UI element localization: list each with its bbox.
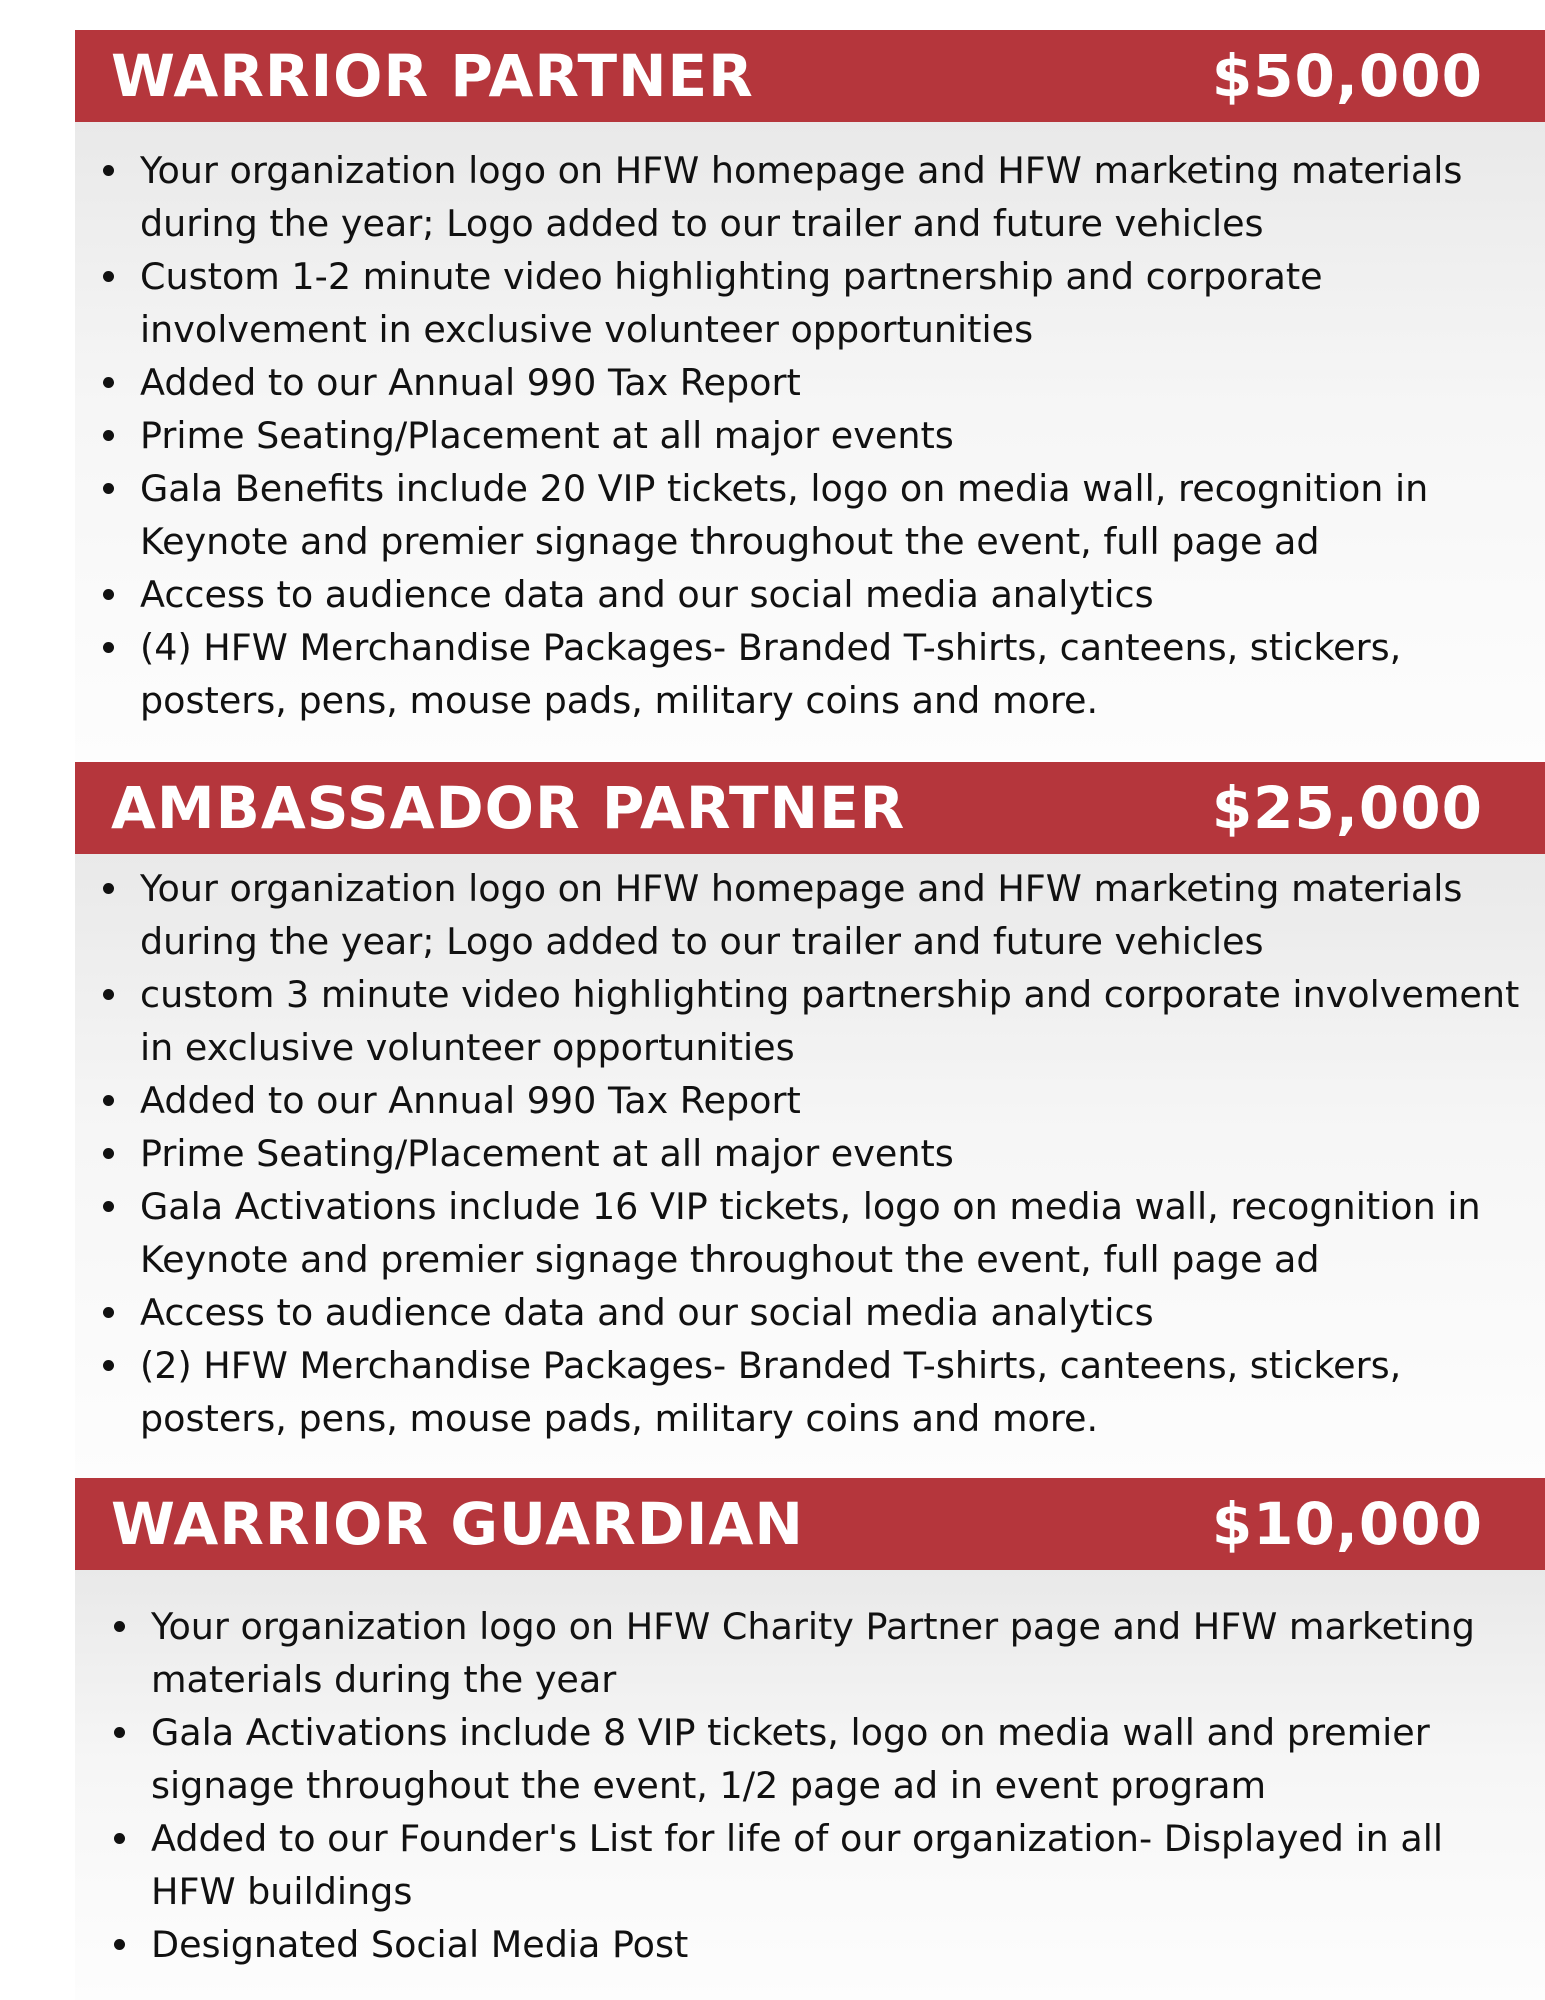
benefit-item (75, 1180, 1545, 1286)
benefits-list (75, 862, 1545, 1445)
benefit-text: Access to audience data and our social media analytics (140, 1291, 1154, 1334)
benefit-text: Custom 1-2 minute video highlighting partnership and corporate involvement in exclusive volunteer opportunities (140, 255, 1323, 351)
benefit-text: Prime Seating/Placement at all major events (140, 1132, 954, 1175)
benefit-item (75, 356, 1545, 409)
benefit-text: Gala Activations include 8 VIP tickets, logo on media wall and premier signage throughout the event, 1/2 page ad in event program (151, 1711, 1430, 1807)
bullet-icon (103, 430, 114, 441)
benefit-item (75, 1074, 1545, 1127)
benefit-item (75, 409, 1545, 462)
benefit-item (75, 621, 1545, 727)
benefit-text: Designated Social Media Post (151, 1923, 689, 1966)
benefit-text: Added to our Annual 990 Tax Report (140, 1079, 801, 1122)
bullet-icon (103, 165, 114, 176)
benefit-text: Gala Benefits include 20 VIP tickets, logo on media wall, recognition in Keynote and premier signage throughout the event, full page ad (140, 467, 1429, 563)
benefit-text: (4) HFW Merchandise Packages- Branded T-shirts, canteens, stickers, posters, pens, mouse pads, military coins and more. (140, 626, 1402, 722)
benefit-text: Prime Seating/Placement at all major events (140, 414, 954, 457)
benefit-item (75, 250, 1545, 356)
bullet-icon (103, 483, 114, 494)
bullet-icon (114, 1727, 125, 1738)
bullet-icon (103, 883, 114, 894)
benefit-item (75, 1286, 1545, 1339)
benefit-item (75, 862, 1545, 968)
tier-price: $50,000 (1211, 42, 1483, 110)
benefit-item (75, 968, 1545, 1074)
benefit-text: Access to audience data and our social media analytics (140, 573, 1154, 616)
benefit-item (75, 1127, 1545, 1180)
tier-name: WARRIOR PARTNER (111, 42, 754, 110)
benefit-item (75, 1339, 1545, 1445)
bullet-icon (103, 1201, 114, 1212)
tier-price: $25,000 (1211, 774, 1483, 842)
tier-header (75, 1478, 1545, 1570)
tier-benefits-panel (75, 122, 1545, 760)
tier-ambassador-partner (75, 762, 1545, 1478)
benefit-text: Added to our Annual 990 Tax Report (140, 361, 801, 404)
bullet-icon (103, 1360, 114, 1371)
benefit-text: (2) HFW Merchandise Packages- Branded T-shirts, canteens, stickers, posters, pens, mouse pads, military coins and more. (140, 1344, 1402, 1440)
tier-header (75, 762, 1545, 854)
benefit-item (75, 1812, 1545, 1918)
bullet-icon (103, 271, 114, 282)
benefit-item (75, 1600, 1545, 1706)
benefit-text: Your organization logo on HFW homepage and HFW marketing materials during the year; Logo added to our trailer and future vehicles (140, 149, 1463, 245)
tier-benefits-panel (75, 1570, 1545, 2000)
bullet-icon (103, 1307, 114, 1318)
tier-warrior-guardian (75, 1478, 1545, 2000)
benefit-text: custom 3 minute video highlighting partnership and corporate involvement in exclusive volunteer opportunities (140, 973, 1520, 1069)
benefit-item (75, 144, 1545, 250)
benefit-text: Added to our Founder's List for life of our organization- Displayed in all HFW buildings (151, 1817, 1444, 1913)
tier-price: $10,000 (1211, 1490, 1483, 1558)
tier-warrior-partner (75, 30, 1545, 760)
bullet-icon (103, 1148, 114, 1159)
tier-header (75, 30, 1545, 122)
tier-benefits-panel (75, 854, 1545, 1478)
benefit-item (75, 1918, 1545, 1971)
bullet-icon (114, 1939, 125, 1950)
benefit-text: Your organization logo on HFW Charity Partner page and HFW marketing materials during the year (151, 1605, 1475, 1701)
benefit-text: Gala Activations include 16 VIP tickets, logo on media wall, recognition in Keynote and premier signage throughout the event, full page ad (140, 1185, 1481, 1281)
benefits-list (75, 144, 1545, 727)
bullet-icon (103, 377, 114, 388)
bullet-icon (103, 589, 114, 600)
tier-name: AMBASSADOR PARTNER (111, 774, 906, 842)
bullet-icon (114, 1833, 125, 1844)
bullet-icon (103, 642, 114, 653)
benefit-item (75, 462, 1545, 568)
benefit-item (75, 568, 1545, 621)
benefit-item (75, 1706, 1545, 1812)
bullet-icon (114, 1621, 125, 1632)
benefit-text: Your organization logo on HFW homepage and HFW marketing materials during the year; Logo added to our trailer and future vehicles (140, 867, 1463, 963)
bullet-icon (103, 1095, 114, 1106)
benefits-list (75, 1600, 1545, 1971)
bullet-icon (103, 989, 114, 1000)
tier-name: WARRIOR GUARDIAN (111, 1490, 804, 1558)
